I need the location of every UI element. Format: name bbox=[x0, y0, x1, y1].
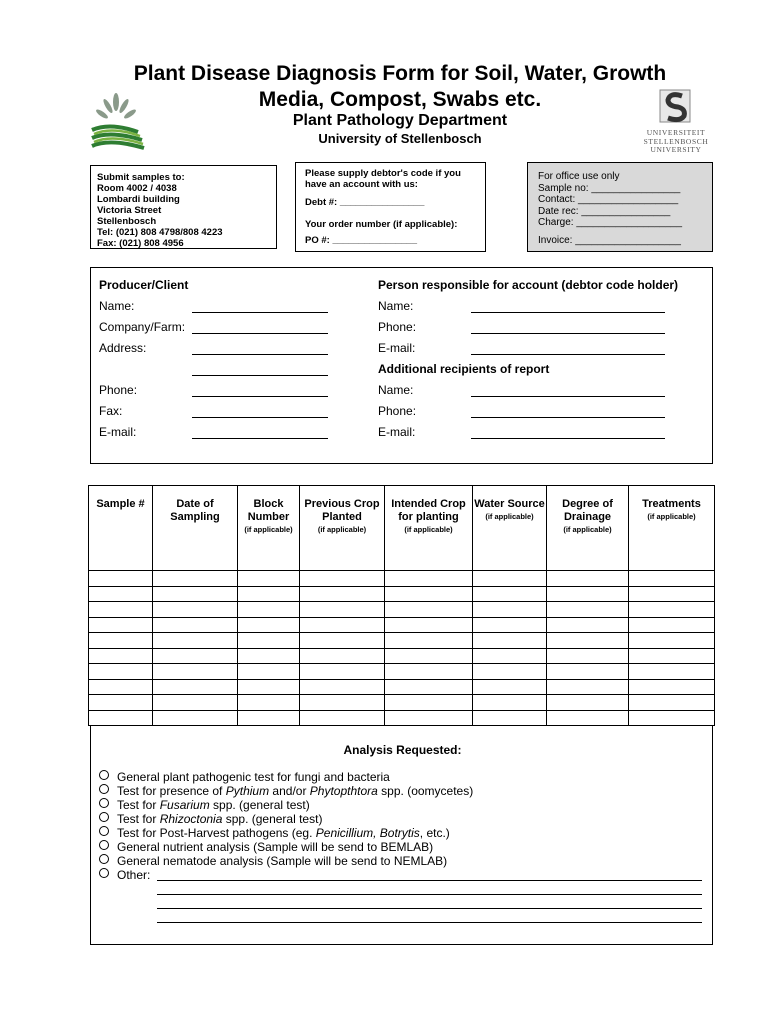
office-use-box bbox=[527, 162, 713, 252]
analysis-option-text: Test for bbox=[117, 812, 160, 826]
table-cell[interactable] bbox=[547, 633, 629, 649]
table-cell[interactable] bbox=[300, 710, 385, 726]
table-cell[interactable] bbox=[300, 617, 385, 633]
table-cell[interactable] bbox=[547, 617, 629, 633]
additional-phone-label: Phone: bbox=[378, 404, 417, 418]
table-cell[interactable] bbox=[153, 679, 238, 695]
additional-email-input[interactable] bbox=[471, 438, 665, 439]
other-input-line[interactable] bbox=[157, 908, 702, 909]
table-cell[interactable] bbox=[300, 679, 385, 695]
table-cell[interactable] bbox=[89, 679, 153, 695]
table-cell[interactable] bbox=[629, 679, 715, 695]
table-cell[interactable] bbox=[629, 710, 715, 726]
table-cell[interactable] bbox=[547, 710, 629, 726]
table-cell[interactable] bbox=[89, 695, 153, 711]
table-cell[interactable] bbox=[473, 571, 547, 587]
producer-address-input-2[interactable] bbox=[192, 375, 328, 376]
debtor-code-box bbox=[295, 162, 486, 252]
analysis-option-text: General nematode analysis (Sample will be send to NEMLAB) bbox=[117, 854, 448, 868]
producer-heading: Producer/Client bbox=[99, 278, 189, 292]
analysis-option-text: Penicillium, Botrytis bbox=[315, 826, 420, 840]
producer-fax-label: Fax: bbox=[99, 404, 123, 418]
submit-line: Fax: (021) 808 4956 bbox=[97, 238, 184, 249]
table-header-row bbox=[89, 486, 715, 571]
analysis-option[interactable] bbox=[99, 770, 390, 784]
column-header-label: Sample # bbox=[96, 498, 145, 510]
table-cell[interactable] bbox=[300, 664, 385, 680]
analysis-option-text: spp. (general test) bbox=[209, 798, 310, 812]
table-cell[interactable] bbox=[473, 617, 547, 633]
table-cell[interactable] bbox=[385, 633, 473, 649]
analysis-option-text: , etc.) bbox=[419, 826, 450, 840]
analysis-option-text: Test for bbox=[117, 798, 160, 812]
analysis-option-text: Phytopthtora bbox=[309, 784, 378, 798]
column-header-note: (if applicable) bbox=[485, 512, 534, 521]
analysis-option-text: Rhizoctonia bbox=[159, 812, 223, 826]
table-cell[interactable] bbox=[385, 679, 473, 695]
table-cell[interactable] bbox=[547, 679, 629, 695]
table-cell[interactable] bbox=[473, 602, 547, 618]
table-cell[interactable] bbox=[473, 710, 547, 726]
university-name: University of Stellenbosch bbox=[318, 131, 482, 146]
table-cell[interactable] bbox=[547, 664, 629, 680]
table-cell[interactable] bbox=[300, 602, 385, 618]
title-line-1: Plant Disease Diagnosis Form for Soil, Water, Growth bbox=[133, 62, 667, 85]
submit-line: Lombardi building bbox=[97, 194, 180, 205]
additional-heading: Additional recipients of report bbox=[378, 362, 550, 376]
additional-phone-input[interactable] bbox=[471, 417, 665, 418]
producer-name-label: Name: bbox=[99, 299, 135, 313]
table-cell[interactable] bbox=[629, 602, 715, 618]
samples-table bbox=[88, 485, 715, 726]
column-header bbox=[629, 486, 715, 571]
table-cell[interactable] bbox=[385, 664, 473, 680]
table-cell[interactable] bbox=[385, 571, 473, 587]
table-cell[interactable] bbox=[300, 571, 385, 587]
office-date-rec: Date rec: ________________ bbox=[538, 205, 671, 217]
table-cell[interactable] bbox=[547, 602, 629, 618]
logo-text-line: UNIVERSITY bbox=[650, 145, 702, 154]
column-header-label: Treatments bbox=[642, 498, 701, 510]
table-cell[interactable] bbox=[385, 695, 473, 711]
other-input-line[interactable] bbox=[157, 894, 702, 895]
table-cell[interactable] bbox=[629, 586, 715, 602]
table-row bbox=[89, 586, 715, 602]
table-cell[interactable] bbox=[89, 648, 153, 664]
table-cell[interactable] bbox=[89, 664, 153, 680]
university-crest-icon bbox=[658, 88, 694, 124]
university-logo-text bbox=[640, 129, 712, 155]
column-header bbox=[473, 486, 547, 571]
radio-circle-icon[interactable] bbox=[99, 840, 109, 850]
producer-address-input[interactable] bbox=[192, 354, 328, 355]
analysis-heading: Analysis Requested: bbox=[343, 743, 462, 757]
table-cell[interactable] bbox=[153, 648, 238, 664]
analysis-option-text: General nutrient analysis (Sample will be send to BEMLAB) bbox=[117, 840, 434, 854]
logo-text-line: STELLENBOSCH bbox=[643, 136, 709, 146]
column-header bbox=[385, 486, 473, 571]
table-cell[interactable] bbox=[629, 633, 715, 649]
table-cell[interactable] bbox=[385, 617, 473, 633]
table-cell[interactable] bbox=[473, 664, 547, 680]
table-cell[interactable] bbox=[89, 586, 153, 602]
analysis-option-text: and/or bbox=[269, 784, 310, 798]
submit-line: Tel: (021) 808 4798/808 4223 bbox=[97, 227, 223, 238]
analysis-option[interactable] bbox=[99, 868, 150, 882]
table-cell[interactable] bbox=[473, 695, 547, 711]
responsible-name-input[interactable] bbox=[471, 312, 665, 313]
po-number-field[interactable]: PO #: ________________ bbox=[305, 235, 417, 246]
column-header-note: (if applicable) bbox=[563, 525, 612, 534]
responsible-email-input[interactable] bbox=[471, 354, 665, 355]
table-row bbox=[89, 633, 715, 649]
table-cell[interactable] bbox=[89, 602, 153, 618]
radio-circle-icon[interactable] bbox=[99, 798, 109, 808]
table-cell[interactable] bbox=[385, 602, 473, 618]
column-header bbox=[300, 486, 385, 571]
submit-address-box bbox=[90, 165, 277, 249]
table-cell[interactable] bbox=[473, 586, 547, 602]
form-title bbox=[90, 61, 710, 113]
office-charge: Charge: ___________________ bbox=[538, 217, 683, 228]
table-cell[interactable] bbox=[238, 648, 300, 664]
title-line-2: Media, Compost, Swabs etc. bbox=[258, 88, 542, 111]
responsible-email-label: E-mail: bbox=[378, 341, 416, 355]
table-cell[interactable] bbox=[238, 679, 300, 695]
radio-circle-icon[interactable] bbox=[99, 826, 109, 836]
table-cell[interactable] bbox=[153, 664, 238, 680]
table-cell[interactable] bbox=[238, 695, 300, 711]
submit-line: Room 4002 / 4038 bbox=[97, 183, 177, 194]
column-header-note: (if applicable) bbox=[244, 525, 293, 534]
table-cell[interactable] bbox=[238, 617, 300, 633]
table-cell[interactable] bbox=[89, 710, 153, 726]
additional-email-label: E-mail: bbox=[378, 425, 416, 439]
radio-circle-icon[interactable] bbox=[99, 770, 109, 780]
table-cell[interactable] bbox=[629, 648, 715, 664]
producer-address-label: Address: bbox=[99, 341, 147, 355]
producer-name-input[interactable] bbox=[192, 312, 328, 313]
table-cell[interactable] bbox=[300, 586, 385, 602]
department-name: Plant Pathology Department bbox=[292, 112, 508, 129]
analysis-option-text: spp. (oomycetes) bbox=[377, 784, 474, 798]
producer-email-input[interactable] bbox=[192, 438, 328, 439]
column-header bbox=[89, 486, 153, 571]
analysis-option-text: Test for presence of bbox=[117, 784, 226, 798]
table-cell[interactable] bbox=[153, 710, 238, 726]
debt-number-field[interactable]: Debt #: ________________ bbox=[305, 197, 425, 208]
additional-name-input[interactable] bbox=[471, 396, 665, 397]
table-cell[interactable] bbox=[385, 710, 473, 726]
producer-email-label: E-mail: bbox=[99, 425, 137, 439]
analysis-option-text: Fusarium bbox=[159, 798, 210, 812]
table-cell[interactable] bbox=[385, 648, 473, 664]
debtor-intro: Please supply debtor's code if you have an account with us: bbox=[305, 168, 461, 190]
analysis-option[interactable] bbox=[99, 826, 450, 840]
radio-circle-icon[interactable] bbox=[99, 868, 109, 878]
logo-text-line: UNIVERSITEIT bbox=[646, 128, 706, 137]
table-cell[interactable] bbox=[89, 571, 153, 587]
office-heading: For office use only bbox=[538, 171, 620, 182]
table-cell[interactable] bbox=[238, 710, 300, 726]
table-row bbox=[89, 571, 715, 587]
submit-line: Victoria Street bbox=[97, 205, 162, 216]
table-cell[interactable] bbox=[473, 679, 547, 695]
table-cell[interactable] bbox=[153, 633, 238, 649]
radio-circle-icon[interactable] bbox=[99, 784, 109, 794]
table-cell[interactable] bbox=[153, 586, 238, 602]
producer-company-input[interactable] bbox=[192, 333, 328, 334]
table-cell[interactable] bbox=[238, 571, 300, 587]
table-cell[interactable] bbox=[629, 571, 715, 587]
radio-circle-icon[interactable] bbox=[99, 854, 109, 864]
submit-line: Stellenbosch bbox=[97, 216, 157, 227]
table-cell[interactable] bbox=[238, 664, 300, 680]
table-cell[interactable] bbox=[629, 617, 715, 633]
analysis-option[interactable] bbox=[99, 854, 447, 868]
table-cell[interactable] bbox=[238, 602, 300, 618]
table-row bbox=[89, 648, 715, 664]
producer-phone-input[interactable] bbox=[192, 396, 328, 397]
column-header-label: Block Number bbox=[247, 498, 290, 523]
table-cell[interactable] bbox=[238, 633, 300, 649]
table-cell[interactable] bbox=[153, 602, 238, 618]
table-cell[interactable] bbox=[547, 695, 629, 711]
analysis-option-text: spp. (general test) bbox=[222, 812, 323, 826]
column-header-label: Intended Crop for planting bbox=[391, 498, 466, 523]
plant-logo-icon bbox=[88, 92, 148, 156]
office-invoice: Invoice: ___________________ bbox=[538, 234, 681, 246]
table-row bbox=[89, 679, 715, 695]
analysis-option[interactable] bbox=[99, 812, 322, 826]
submit-line: Submit samples to: bbox=[97, 172, 185, 183]
analysis-option[interactable] bbox=[99, 784, 473, 798]
order-number-label: Your order number (if applicable): bbox=[305, 219, 458, 230]
table-cell[interactable] bbox=[153, 571, 238, 587]
producer-fax-input[interactable] bbox=[192, 417, 328, 418]
analysis-option[interactable] bbox=[99, 840, 433, 854]
producer-phone-label: Phone: bbox=[99, 383, 138, 397]
analysis-option-text: Pythium bbox=[225, 784, 270, 798]
table-cell[interactable] bbox=[547, 648, 629, 664]
other-input-line[interactable] bbox=[157, 922, 702, 923]
table-cell[interactable] bbox=[300, 648, 385, 664]
responsible-heading: Person responsible for account (debtor code holder) bbox=[378, 278, 679, 292]
table-cell[interactable] bbox=[629, 695, 715, 711]
table-row bbox=[89, 710, 715, 726]
column-header-label: Water Source bbox=[474, 498, 545, 510]
samples-table-body bbox=[89, 571, 715, 726]
table-cell[interactable] bbox=[89, 633, 153, 649]
table-cell[interactable] bbox=[153, 617, 238, 633]
column-header-label: Previous Crop Planted bbox=[304, 498, 380, 523]
analysis-option-text: Other: bbox=[117, 868, 151, 882]
analysis-requested-section bbox=[90, 725, 713, 945]
table-row bbox=[89, 695, 715, 711]
column-header-note: (if applicable) bbox=[317, 525, 367, 534]
table-row bbox=[89, 602, 715, 618]
table-cell[interactable] bbox=[153, 695, 238, 711]
column-header bbox=[153, 486, 238, 571]
table-cell[interactable] bbox=[547, 571, 629, 587]
table-cell[interactable] bbox=[238, 586, 300, 602]
radio-circle-icon[interactable] bbox=[99, 812, 109, 822]
analysis-option[interactable] bbox=[99, 798, 310, 812]
column-header-note: (if applicable) bbox=[647, 512, 696, 521]
column-header bbox=[238, 486, 300, 571]
table-row bbox=[89, 664, 715, 680]
column-header-note: (if applicable) bbox=[404, 525, 453, 534]
table-cell[interactable] bbox=[89, 617, 153, 633]
column-header-label: Date of Sampling bbox=[170, 498, 220, 523]
analysis-option-text: Test for Post-Harvest pathogens (eg. bbox=[117, 826, 316, 840]
table-cell[interactable] bbox=[300, 695, 385, 711]
responsible-phone-input[interactable] bbox=[471, 333, 665, 334]
table-cell[interactable] bbox=[629, 664, 715, 680]
table-cell[interactable] bbox=[473, 648, 547, 664]
producer-company-label: Company/Farm: bbox=[99, 320, 186, 334]
additional-name-label: Name: bbox=[378, 383, 414, 397]
responsible-phone-label: Phone: bbox=[378, 320, 417, 334]
university-logo bbox=[640, 88, 712, 160]
other-input-line[interactable] bbox=[157, 880, 702, 881]
responsible-name-label: Name: bbox=[378, 299, 414, 313]
table-cell[interactable] bbox=[300, 633, 385, 649]
office-sample-no: Sample no: ________________ bbox=[538, 182, 681, 194]
column-header-label: Degree of Drainage bbox=[562, 498, 613, 523]
table-cell[interactable] bbox=[547, 586, 629, 602]
table-cell[interactable] bbox=[385, 586, 473, 602]
office-contact: Contact: __________________ bbox=[538, 194, 679, 205]
table-cell[interactable] bbox=[473, 633, 547, 649]
analysis-option-text: General plant pathogenic test for fungi and bacteria bbox=[117, 770, 390, 784]
producer-client-section bbox=[90, 267, 713, 464]
column-header bbox=[547, 486, 629, 571]
table-row bbox=[89, 617, 715, 633]
